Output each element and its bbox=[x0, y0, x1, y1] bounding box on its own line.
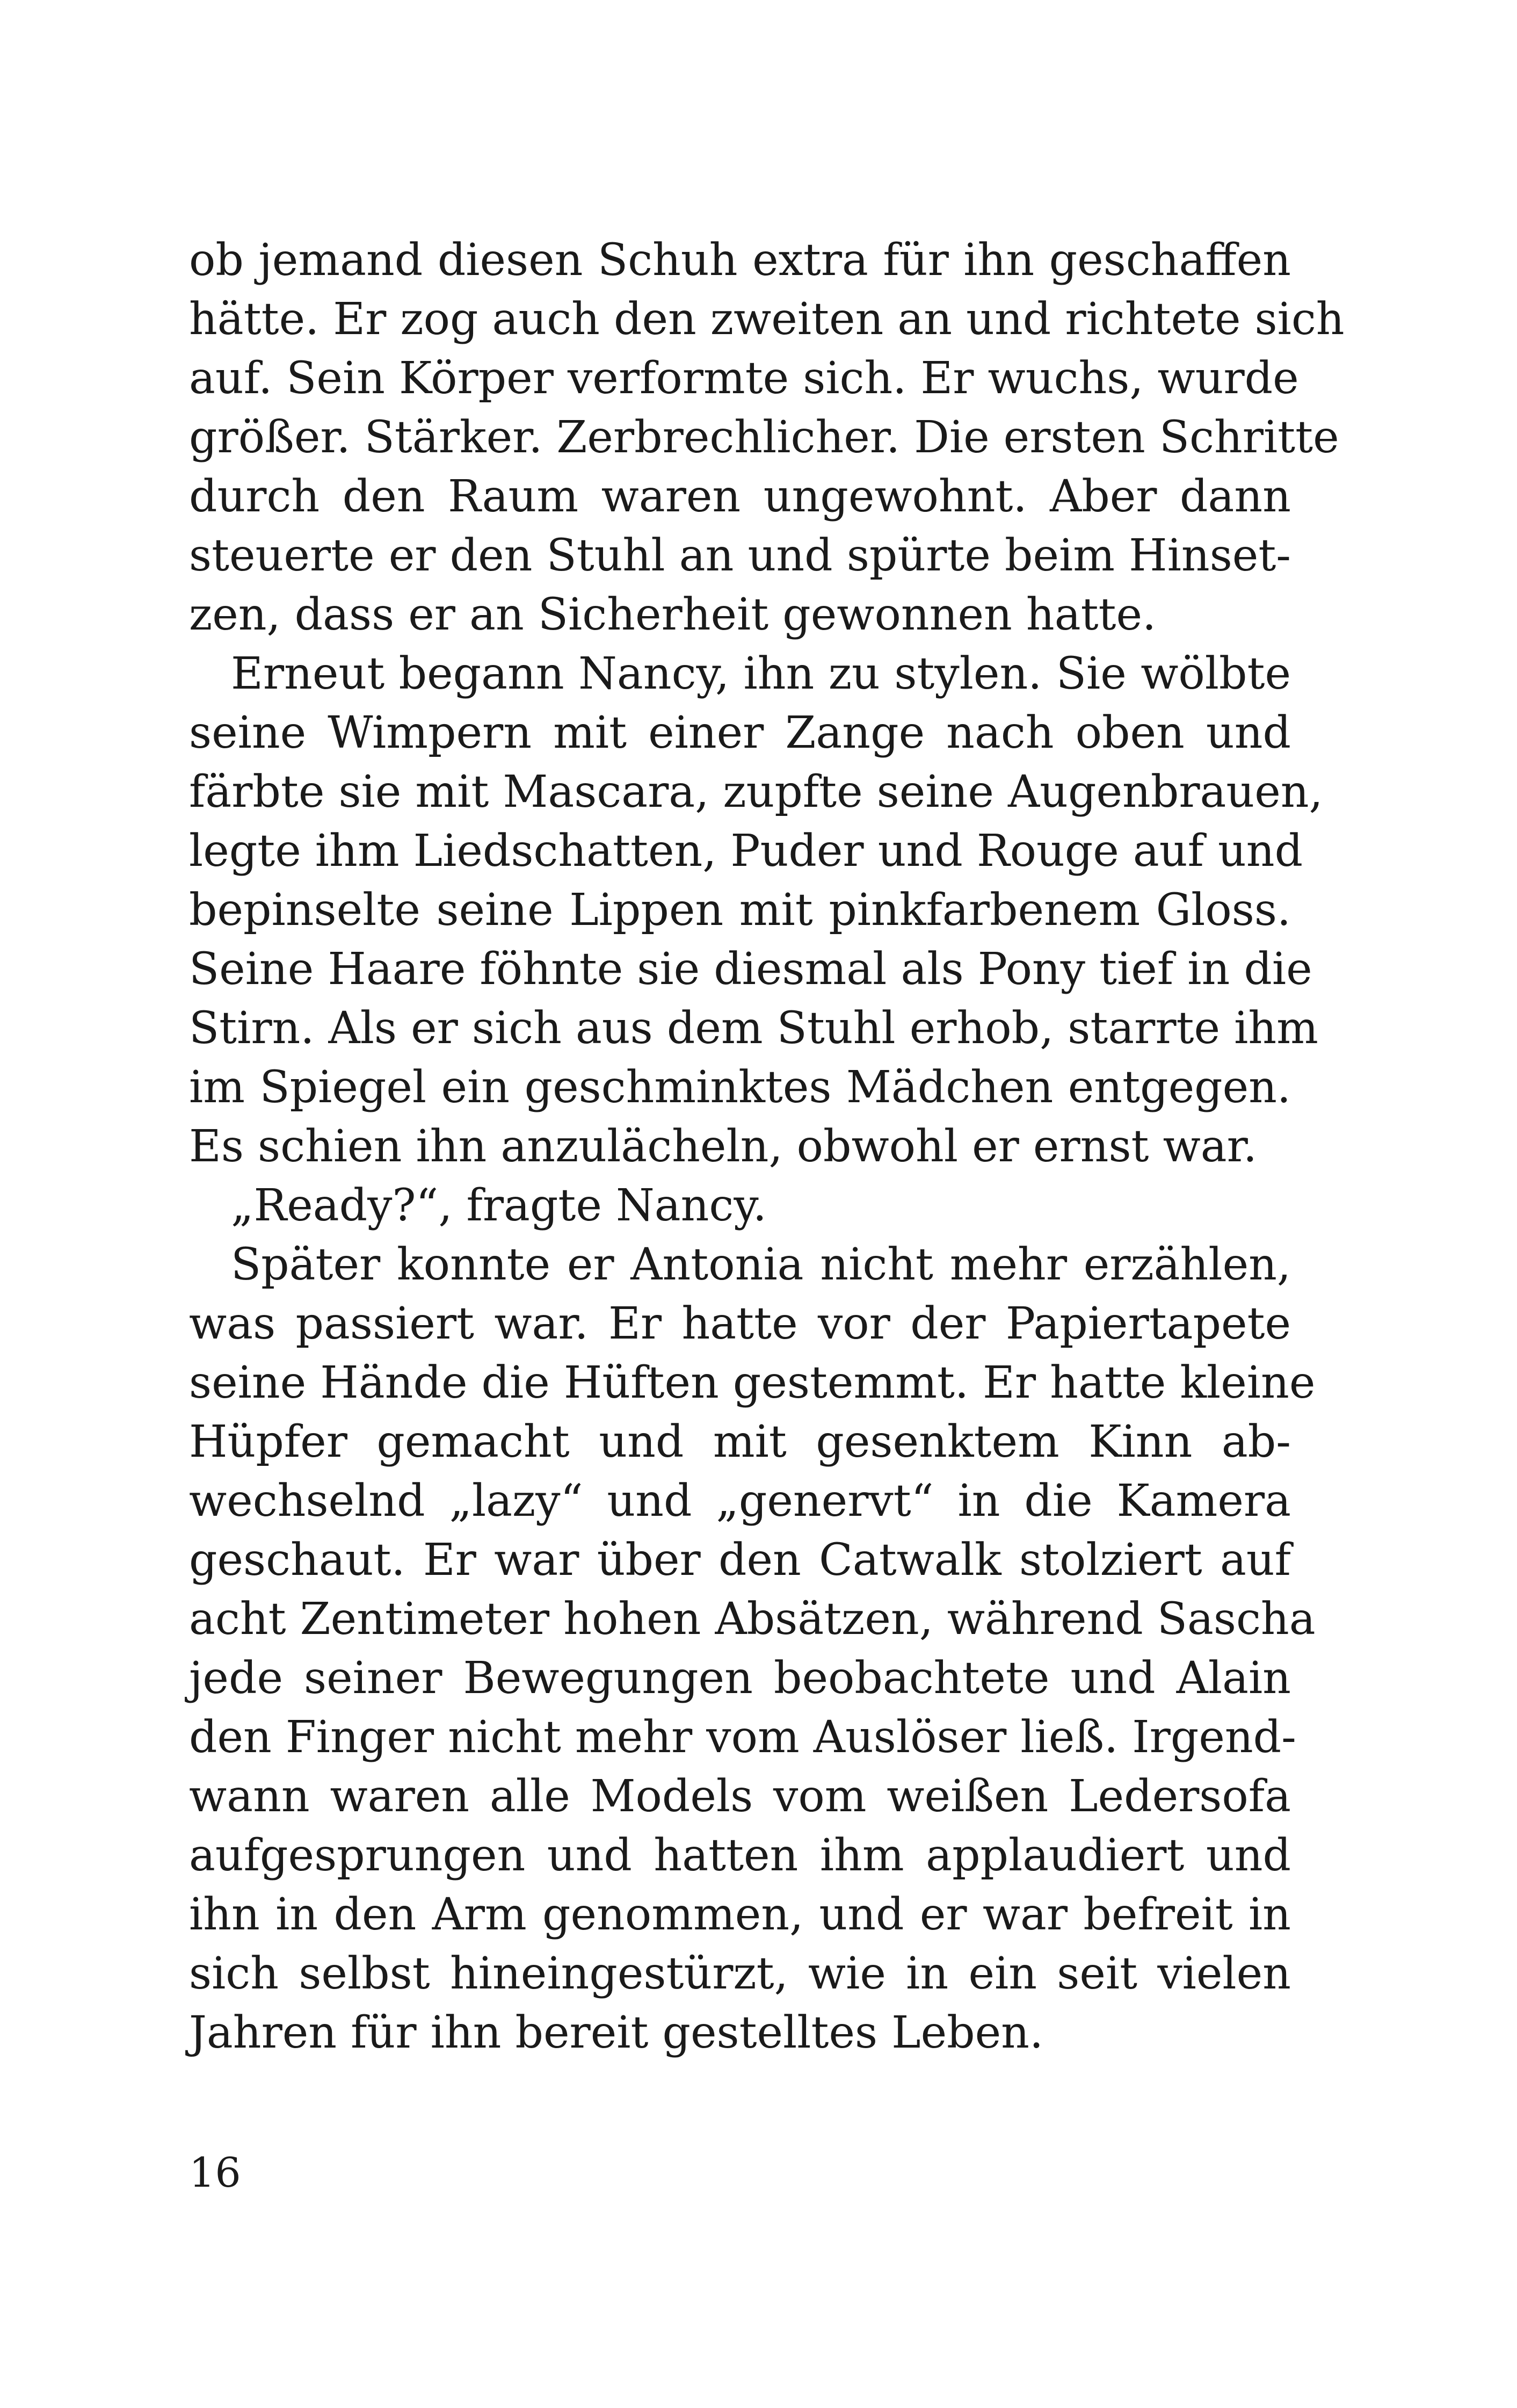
text-line: seine Hände die Hüften gestemmt. Er hatte kleine bbox=[189, 1357, 1316, 1408]
text-line: Es schien ihn anzulächeln, obwohl er ernst war. bbox=[189, 1121, 1257, 1172]
text-line: seine Wimpern mit einer Zange nach oben und bbox=[189, 707, 1291, 758]
text-line: Später konnte er Antonia nicht mehr erzählen, bbox=[231, 1239, 1291, 1290]
text-line: Erneut begann Nancy, ihn zu stylen. Sie wölbte bbox=[231, 648, 1291, 699]
text-line: sich selbst hineingestürzt, wie in ein seit vielen bbox=[189, 1948, 1291, 1999]
text-line: wechselnd „lazy“ und „genervt“ in die Kamera bbox=[189, 1476, 1291, 1527]
text-line: wann waren alle Models vom weißen Ledersofa bbox=[189, 1771, 1291, 1822]
text-line: acht Zentimeter hohen Absätzen, während Sascha bbox=[189, 1594, 1316, 1645]
text-line: den Finger nicht mehr vom Auslöser ließ. Irgend- bbox=[189, 1712, 1296, 1763]
text-line: „Ready?“, fragte Nancy. bbox=[231, 1180, 767, 1231]
text-line: legte ihm Liedschatten, Puder und Rouge auf und bbox=[189, 826, 1303, 877]
text-line: färbte sie mit Mascara, zupfte seine Augenbrauen, bbox=[189, 766, 1323, 818]
text-line: was passiert war. Er hatte vor der Papiertapete bbox=[189, 1298, 1291, 1349]
text-line: auf. Sein Körper verformte sich. Er wuchs, wurde bbox=[189, 353, 1299, 404]
text-line: bepinselte seine Lippen mit pinkfarbenem Gloss. bbox=[189, 885, 1291, 936]
text-line: hätte. Er zog auch den zweiten an und richtete sich bbox=[189, 294, 1345, 345]
text-line: geschaut. Er war über den Catwalk stolziert auf bbox=[189, 1535, 1291, 1586]
text-line: Jahren für ihn bereit gestelltes Leben. bbox=[189, 2007, 1044, 2058]
text-line: zen, dass er an Sicherheit gewonnen hatte. bbox=[189, 589, 1157, 640]
text-line: durch den Raum waren ungewohnt. Aber dann bbox=[189, 471, 1291, 522]
text-line: ihn in den Arm genommen, und er war befreit in bbox=[189, 1889, 1291, 1940]
text-line: steuerte er den Stuhl an und spürte beim Hinset- bbox=[189, 530, 1291, 581]
text-line: Stirn. Als er sich aus dem Stuhl erhob, starrte ihm bbox=[189, 1003, 1318, 1054]
text-line: Hüpfer gemacht und mit gesenktem Kinn ab- bbox=[189, 1416, 1291, 1467]
text-line: jede seiner Bewegungen beobachtete und Alain bbox=[189, 1653, 1291, 1704]
page-number: 16 bbox=[189, 2149, 241, 2196]
text-line: aufgesprungen und hatten ihm applaudiert und bbox=[189, 1830, 1291, 1881]
text-line: Seine Haare föhnte sie diesmal als Pony tief in die bbox=[189, 944, 1312, 995]
body-text bbox=[189, 231, 1345, 2063]
text-line: größer. Stärker. Zerbrechlicher. Die ersten Schritte bbox=[189, 412, 1339, 463]
text-line: im Spiegel ein geschminktes Mädchen entgegen. bbox=[189, 1062, 1291, 1113]
text-line: ob jemand diesen Schuh extra für ihn geschaffen bbox=[189, 235, 1291, 286]
